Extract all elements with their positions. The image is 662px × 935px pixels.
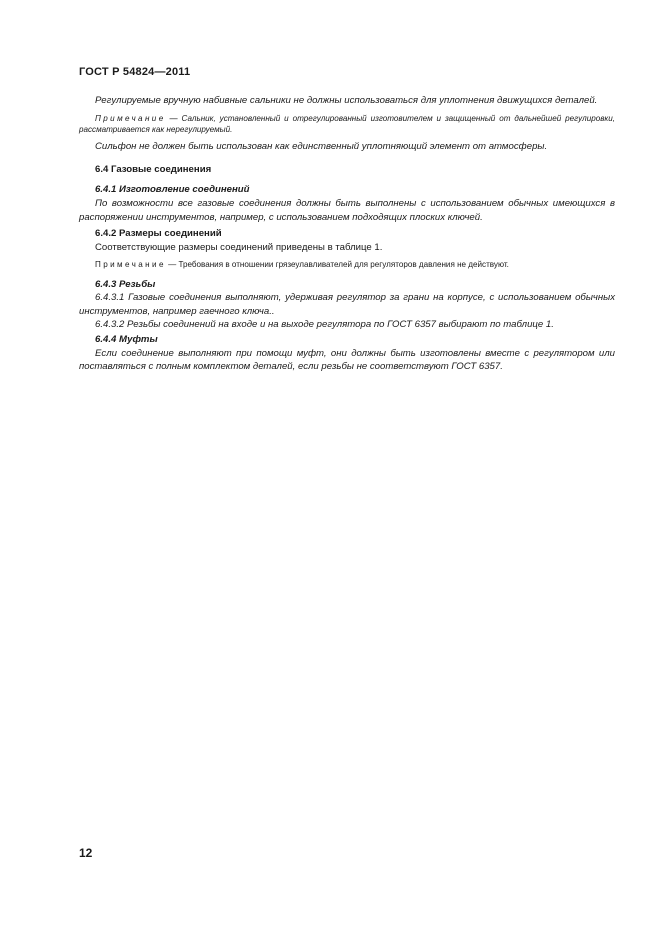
paragraph-6-4-4: Если соединение выполняют при помощи муфт, они должны быть изготовлены вместе с регулятором или поставляться с полным комплектом деталей, если резьбы не соответствуют ГОСТ 6357. [79,347,615,373]
subsection-heading-6-4-1: 6.4.1 Изготовление соединений [95,184,250,196]
section-heading-6-4: 6.4 Газовые соединения [95,163,212,175]
paragraph-6-4-3-1: 6.4.3.1 Газовые соединения выполняют, удерживая регулятор за грани на корпусе, с использованием обычных инструментов, например гаечного ключа.. [79,292,615,317]
subsection-heading-6-4-3: 6.4.3 Резьбы [95,278,156,290]
paragraph-bellows: Сильфон не должен быть использован как единственный уплотняющий элемент от атмосферы. [95,141,548,153]
note-text: — Сальник, установленный и отрегулированный изготовителем и защищенный от дальнейшей регулировки, рассматривается как нерегулируемый. [79,113,615,134]
note-text: — Требования в отношении грязеулавливателей для регуляторов давления не действуют. [165,260,509,270]
note-label: Примечание [95,113,166,123]
paragraph-6-4-3-2: 6.4.3.2 Резьбы соединений на входе и на выходе регулятора по ГОСТ 6357 выбирают по таблице 1. [95,319,554,331]
paragraph-packing-glands: Регулируемые вручную набивные сальники не должны использоваться для уплотнения движущихся деталей. [95,95,598,106]
paragraph-6-4-2: Соответствующие размеры соединений приведены в таблице 1. [95,241,383,253]
subsection-heading-6-4-4: 6.4.4 Муфты [95,334,158,346]
note-gland [79,113,615,136]
note-label: Примечание [95,260,166,270]
subsection-heading-6-4-2: 6.4.2 Размеры соединений [95,228,222,240]
document-body [79,94,615,374]
page-number: 12 [79,846,93,860]
document-header: ГОСТ Р 54824—2011 [79,66,191,78]
note-dirt-traps [79,259,615,270]
paragraph-6-4-1: По возможности все газовые соединения должны быть выполнены с использованием обычных имеющихся в распоряжении инструментов, например, с использованием подходящих плоских ключей. [79,197,615,223]
